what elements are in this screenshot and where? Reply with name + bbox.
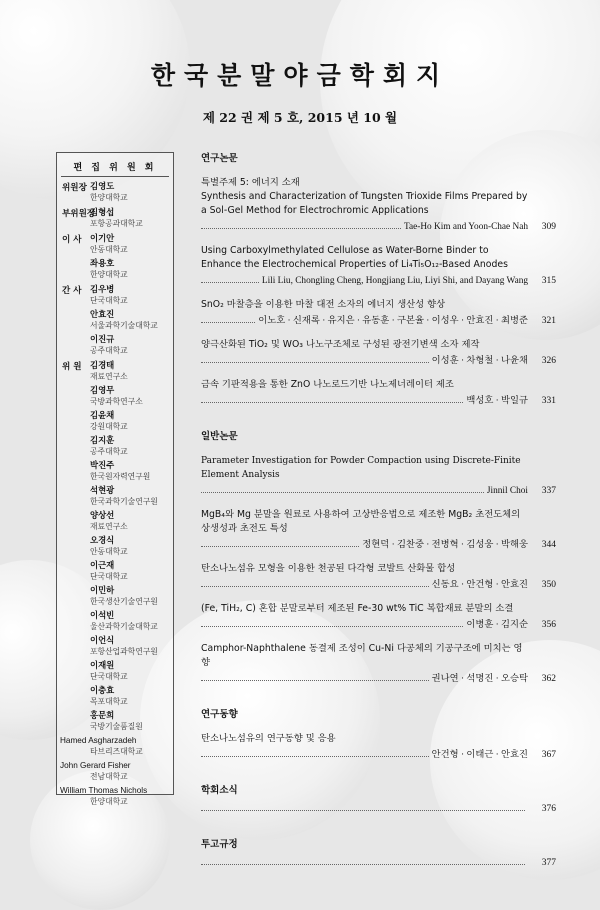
article-title: SnO₂ 마찰층을 이용한 마찰 대전 소자의 에너지 생산성 향상	[201, 299, 446, 310]
committee-member	[57, 485, 173, 507]
toc-article[interactable]	[201, 176, 556, 232]
article-author-line	[201, 800, 556, 814]
dotted-leader	[201, 586, 429, 587]
committee-member	[57, 785, 173, 807]
committee-member-affiliation: 재료연구소	[90, 372, 128, 381]
article-author-line	[201, 352, 556, 366]
issue-line: 제 22 권 제 5 호, 2015 년 10 월	[202, 110, 398, 125]
dotted-leader	[201, 402, 463, 403]
committee-member-name: 김우병	[90, 284, 115, 294]
editorial-committee-box	[56, 152, 174, 806]
committee-member	[57, 435, 173, 457]
article-authors: 권나연 · 석명진 · 오승탁	[431, 674, 528, 684]
table-of-contents	[201, 150, 556, 868]
committee-member-name: 석현광	[90, 485, 115, 495]
committee-member	[57, 284, 173, 306]
committee-member-affiliation: 한양대학교	[90, 270, 128, 279]
article-authors: 정현덕 · 김찬중 · 전병혁 · 김성웅 · 박해웅	[362, 540, 528, 550]
toc-article[interactable]	[201, 338, 556, 366]
toc-section	[201, 428, 556, 684]
committee-member	[57, 685, 173, 707]
committee-member-affiliation: 서울과학기술대학교	[90, 321, 158, 330]
toc-section	[201, 706, 556, 760]
committee-member-name: 이언식	[90, 635, 115, 645]
article-page-number: 356	[541, 620, 556, 630]
committee-member-affiliation: 포항산업과학연구원	[90, 647, 158, 656]
article-title: 양극산화된 TiO₂ 및 WO₃ 나노구조체로 구성된 광전기변색 소자 제작	[201, 339, 480, 350]
committee-member	[57, 360, 173, 382]
toc-article[interactable]	[201, 800, 556, 814]
article-title: 탄소나노섬유 모형을 이용한 천공된 다각형 코발트 산화물 합성	[201, 563, 456, 574]
toc-article[interactable]	[201, 454, 556, 496]
committee-member-affiliation: 단국대학교	[90, 572, 128, 581]
committee-member-affiliation: 타브리즈대학교	[90, 747, 143, 756]
committee-member-affiliation: 공주대학교	[90, 346, 128, 355]
committee-member-name: 김영무	[90, 385, 115, 395]
committee-member	[57, 233, 173, 255]
toc-article[interactable]	[201, 378, 556, 406]
committee-list	[57, 181, 173, 807]
article-page-number: 362	[541, 674, 556, 684]
committee-member-affiliation: 단국대학교	[90, 296, 128, 305]
article-author-line	[201, 616, 556, 630]
dotted-leader	[201, 228, 401, 229]
committee-member-affiliation: 한국원자력연구원	[90, 472, 151, 481]
toc-article[interactable]	[201, 298, 556, 326]
committee-member	[57, 181, 173, 203]
toc-section-heading: 연구동향	[201, 709, 238, 720]
committee-member-name: 김경태	[90, 360, 115, 370]
article-page-number: 376	[541, 804, 556, 814]
article-author-line	[201, 312, 556, 326]
committee-member-affiliation: 단국대학교	[90, 672, 128, 681]
toc-section	[201, 150, 556, 406]
dotted-leader	[201, 492, 484, 493]
committee-member-name: John Gerard Fisher	[60, 761, 131, 770]
article-authors: 백성호 · 박일규	[466, 396, 528, 406]
committee-member	[57, 334, 173, 356]
dotted-leader	[201, 322, 255, 323]
committee-member	[57, 410, 173, 432]
article-page-number: 331	[541, 396, 556, 406]
dotted-leader	[201, 282, 259, 283]
committee-member-name: Hamed Asgharzadeh	[60, 736, 137, 745]
dotted-leader	[201, 864, 525, 865]
article-title: 금속 기판적용을 통한 ZnO 나노로드기반 나노제너레이터 제조	[201, 379, 454, 390]
article-author-line	[201, 218, 556, 232]
committee-member-name: 양상선	[90, 510, 115, 520]
committee-member-name: 이석빈	[90, 610, 115, 620]
article-author-line	[201, 536, 556, 550]
committee-member-affiliation: 국방기술품질원	[90, 722, 143, 731]
article-author-line	[201, 854, 556, 868]
article-authors: 안건형 · 이태근 · 안효진	[431, 750, 528, 760]
committee-member-name: 좌용호	[90, 258, 115, 268]
committee-member-name: 김형섭	[90, 207, 115, 217]
committee-member-affiliation: 한양대학교	[90, 797, 128, 806]
dotted-leader	[201, 756, 429, 757]
toc-section-heading: 연구논문	[201, 153, 238, 164]
committee-member-affiliation: 안동대학교	[90, 245, 128, 254]
toc-article[interactable]	[201, 732, 556, 760]
article-page-number: 309	[541, 222, 556, 232]
toc-section-heading: 일반논문	[201, 431, 238, 442]
toc-section-heading: 투고규정	[201, 839, 238, 850]
committee-member	[57, 510, 173, 532]
committee-member	[57, 309, 173, 331]
committee-member-affiliation: 공주대학교	[90, 447, 128, 456]
committee-member-affiliation: 한국과학기술연구원	[90, 497, 158, 506]
article-title: (Fe, TiH₂, C) 혼합 분말로부터 제조된 Fe-30 wt% TiC 복합재료 분말의 소결	[201, 603, 514, 614]
committee-role: 간 사	[62, 286, 82, 296]
committee-member-name: 홍문희	[90, 710, 115, 720]
article-title: 특별주제 5: 에너지 소재 Synthesis and Characterization of Tungsten Trioxide Films Prepared by a Sol-Gel Method for Electrochromic Applications	[201, 177, 528, 216]
committee-member-affiliation: 목포대학교	[90, 697, 128, 706]
committee-member-name: 이근재	[90, 560, 115, 570]
committee-role: 부위원장	[62, 209, 96, 219]
committee-member-name: 김영도	[90, 181, 115, 191]
toc-article[interactable]	[201, 642, 556, 684]
committee-member	[57, 610, 173, 632]
committee-member	[57, 710, 173, 732]
committee-member	[57, 635, 173, 657]
journal-title: 한국분말야금학회지	[150, 61, 450, 90]
article-title: MgB₄와 Mg 분말을 원료로 사용하여 고상반응법으로 제조한 MgB₂ 초전도체의 상생성과 초전도 특성	[201, 509, 521, 534]
article-author-line	[201, 670, 556, 684]
committee-member-name: 이충효	[90, 685, 115, 695]
committee-member	[57, 258, 173, 280]
article-title: 탄소나노섬유의 연구동향 및 응용	[201, 733, 336, 744]
committee-member-name: 김윤채	[90, 410, 115, 420]
toc-article[interactable]	[201, 508, 556, 550]
article-page-number: 337	[541, 486, 556, 496]
committee-role: 위 원	[62, 362, 82, 372]
committee-role: 위원장	[62, 183, 87, 193]
dotted-leader	[201, 626, 463, 627]
toc-article[interactable]	[201, 602, 556, 630]
article-author-line	[201, 392, 556, 406]
article-page-number: 377	[541, 858, 556, 868]
committee-member	[57, 535, 173, 557]
committee-member	[57, 385, 173, 407]
article-title: Camphor-Naphthalene 동결제 조성이 Cu-Ni 다공체의 기공구조에 미치는 영향	[201, 643, 523, 668]
committee-member-affiliation: 한국생산기술연구원	[90, 597, 158, 606]
dotted-leader	[201, 680, 429, 681]
article-page-number: 350	[541, 580, 556, 590]
dotted-leader	[201, 810, 525, 811]
committee-member-name: 이진규	[90, 334, 115, 344]
committee-member-name: 이기안	[90, 233, 115, 243]
toc-article[interactable]	[201, 244, 556, 286]
article-author-line	[201, 576, 556, 590]
committee-member-affiliation: 한양대학교	[90, 193, 128, 202]
article-title: Using Carboxylmethylated Cellulose as Water-Borne Binder to Enhance the Electrochemical Properties of Li₄Ti₅O₁₂-Based Anodes	[201, 245, 508, 270]
committee-member-affiliation: 안동대학교	[90, 547, 128, 556]
article-page-number: 367	[541, 750, 556, 760]
committee-member-name: 박진주	[90, 460, 115, 470]
committee-member-affiliation: 국방과학연구소	[90, 397, 143, 406]
article-authors: 이병훈 · 김지순	[466, 620, 528, 630]
committee-role: 이 사	[62, 235, 82, 245]
committee-member-name: 이민하	[90, 585, 115, 595]
committee-member	[57, 207, 173, 229]
article-authors: Tae-Ho Kim and Yoon-Chae Nah	[403, 222, 528, 232]
toc-article[interactable]	[201, 854, 556, 868]
article-author-line	[201, 746, 556, 760]
committee-member	[57, 560, 173, 582]
committee-member-name: 오경식	[90, 535, 115, 545]
article-page-number: 344	[541, 540, 556, 550]
committee-member-affiliation: 울산과학기술대학교	[90, 622, 158, 631]
committee-member	[57, 585, 173, 607]
article-page-number: 326	[541, 356, 556, 366]
committee-title: 편 집 위 원 회	[61, 153, 169, 177]
dotted-leader	[201, 546, 359, 547]
article-page-number: 321	[541, 316, 556, 326]
committee-member	[57, 660, 173, 682]
committee-member-affiliation: 재료연구소	[90, 522, 128, 531]
article-authors: Jinnil Choi	[486, 486, 528, 496]
toc-section-heading: 학회소식	[201, 785, 238, 796]
committee-member	[57, 760, 173, 782]
article-authors: Lili Liu, Chongling Cheng, Hongjiang Liu, Liyi Shi, and Dayang Wang	[261, 276, 528, 286]
committee-member-name: 김지훈	[90, 435, 115, 445]
article-title: Parameter Investigation for Powder Compaction using Discrete-Finite Element Analysis	[201, 456, 521, 480]
article-authors: 신동요 · 안건형 · 안효진	[431, 580, 528, 590]
committee-member	[57, 735, 173, 757]
toc-section	[201, 782, 556, 814]
article-author-line	[201, 482, 556, 496]
toc-section	[201, 836, 556, 868]
committee-member-affiliation: 전남대학교	[90, 772, 128, 781]
committee-member	[57, 460, 173, 482]
committee-member-name: 안효진	[90, 309, 115, 319]
article-author-line	[201, 272, 556, 286]
committee-member-name: William Thomas Nichols	[60, 786, 148, 795]
article-authors: 이노호 · 신재록 · 유지은 · 유동훈 · 구본율 · 이성우 · 안효진 · 최병준	[258, 316, 528, 326]
article-page-number: 315	[541, 276, 556, 286]
committee-member-affiliation: 포항공과대학교	[90, 219, 143, 228]
article-authors: 이성훈 · 차형철 · 나윤채	[431, 356, 528, 366]
dotted-leader	[201, 362, 429, 363]
toc-article[interactable]	[201, 562, 556, 590]
committee-member-affiliation: 강원대학교	[90, 422, 128, 431]
committee-member-name: 이재원	[90, 660, 115, 670]
